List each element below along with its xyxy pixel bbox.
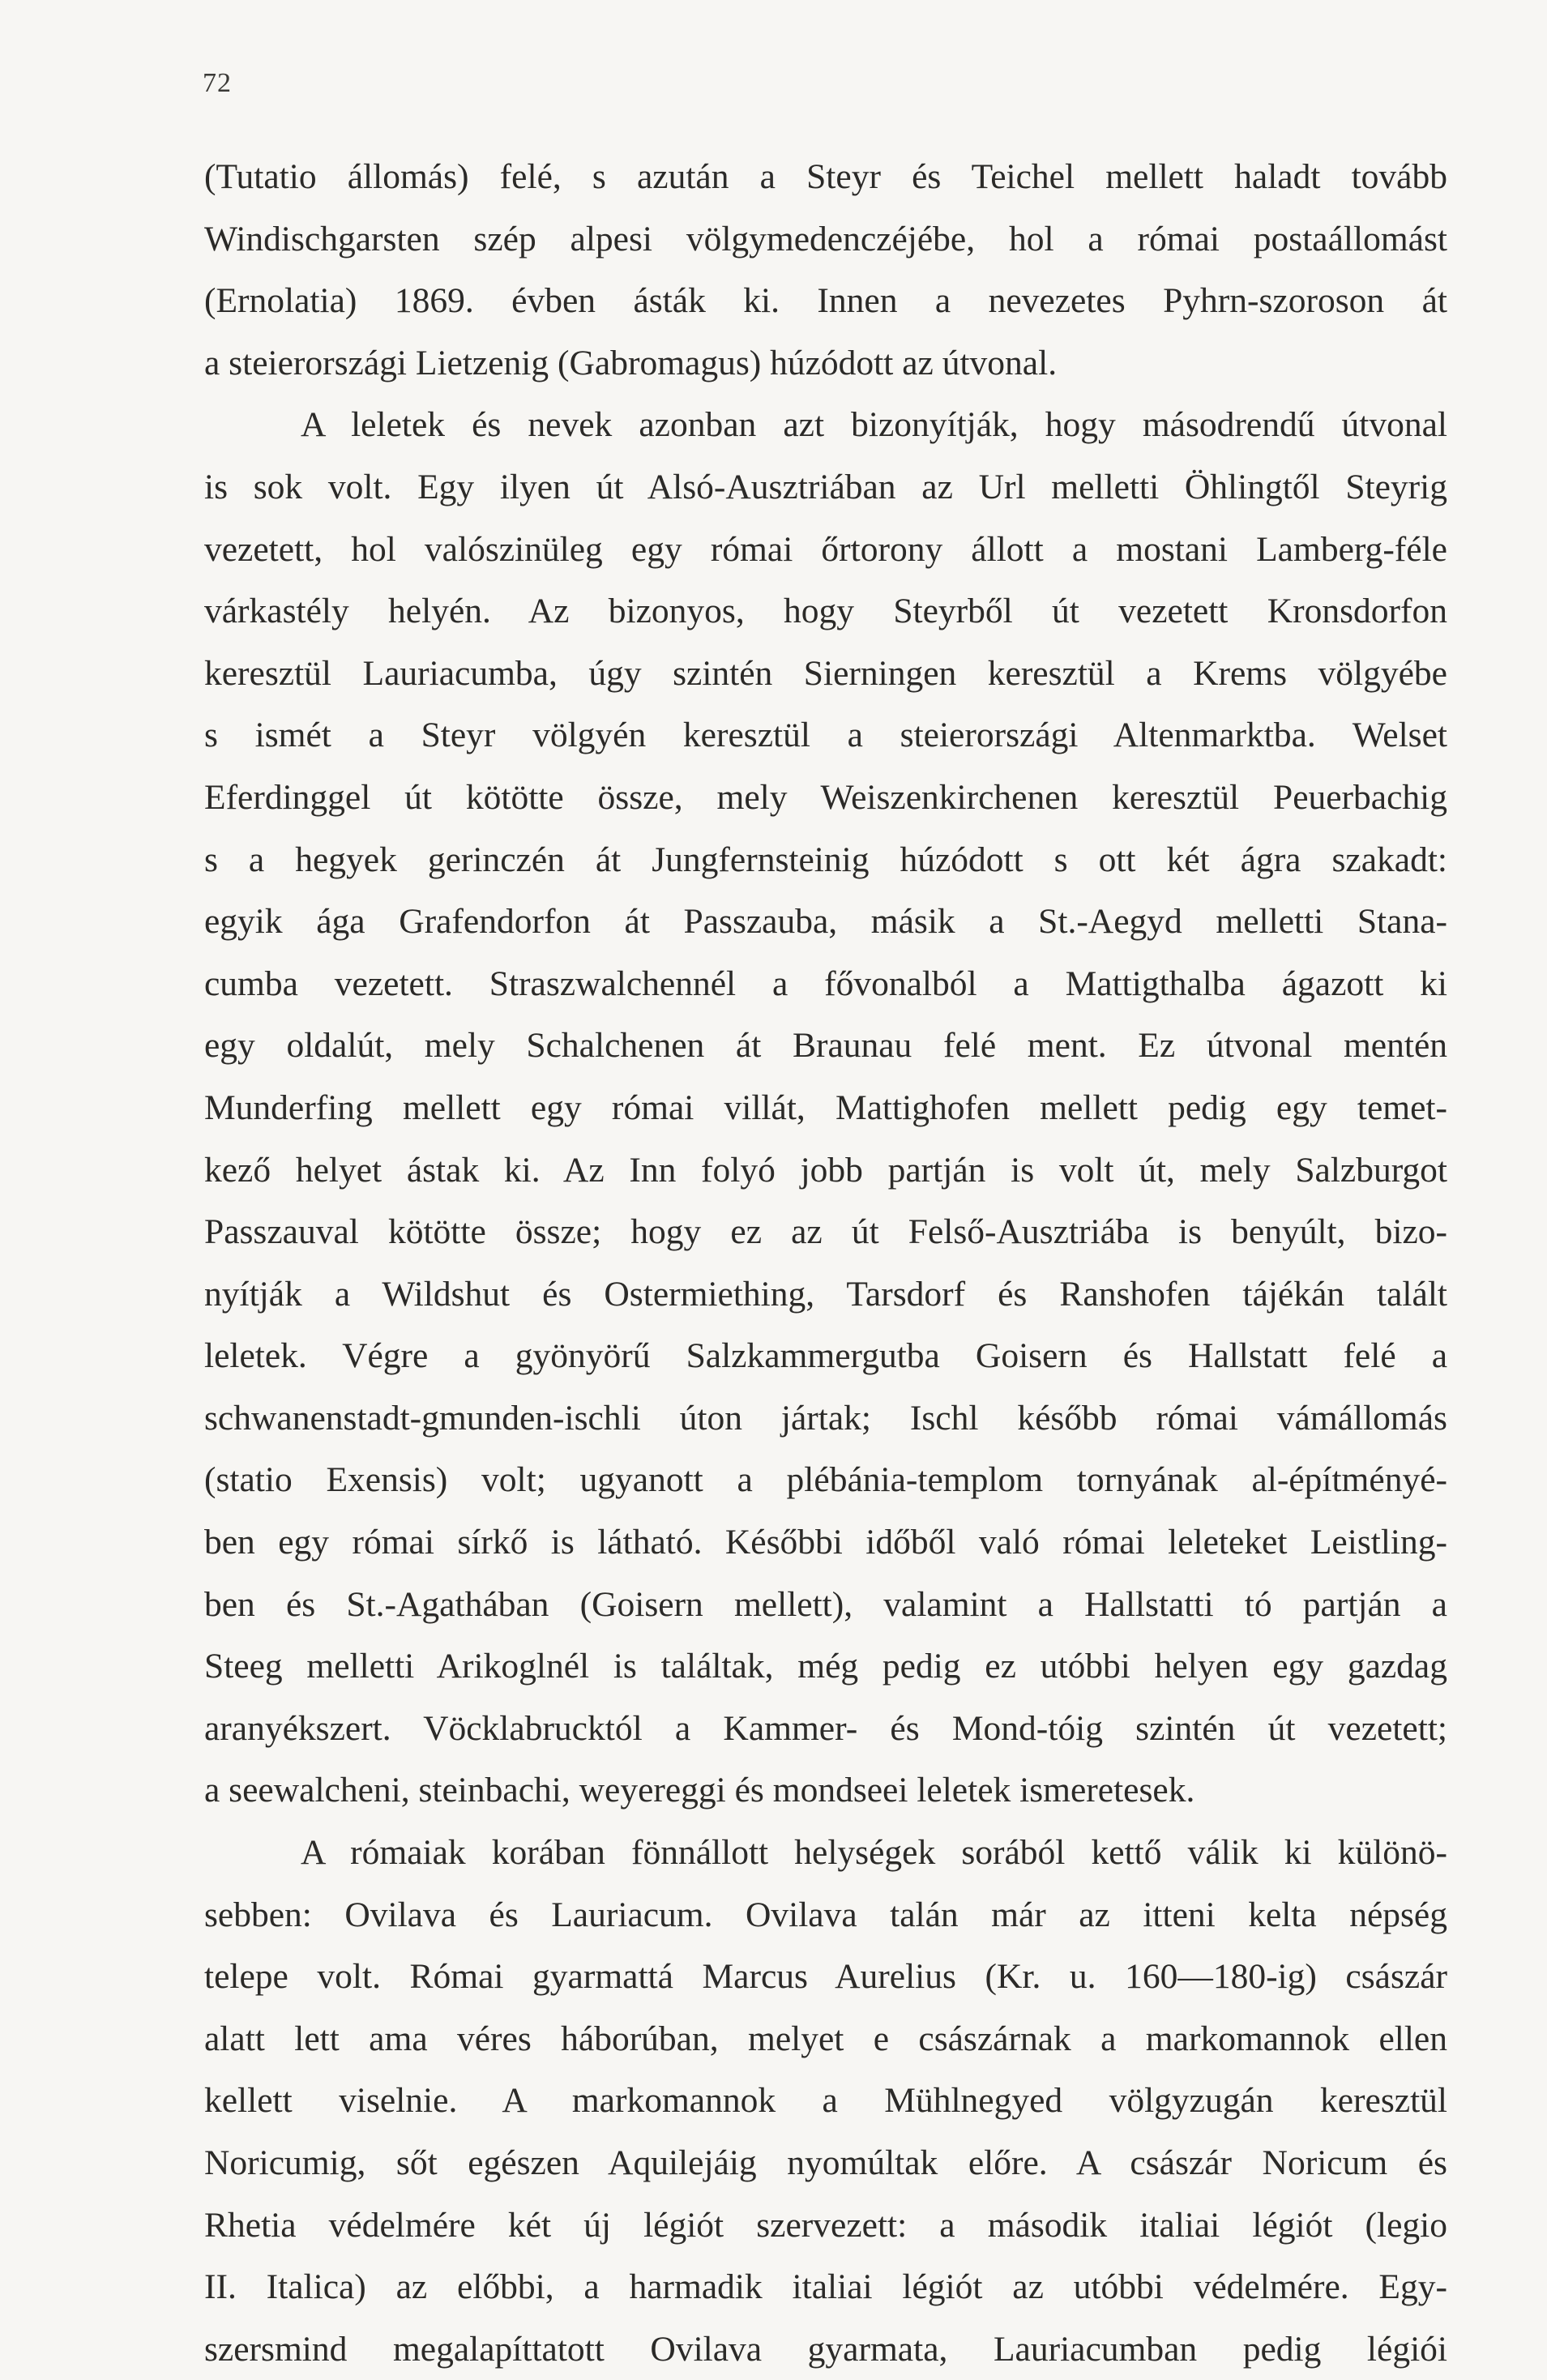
text-line: telepe volt. Római gyarmattá Marcus Aurelius (Kr. u. 160—180-ig) császár	[204, 1957, 1447, 1997]
text-line: egy oldalút, mely Schalchenen át Braunau felé ment. Ez útvonal mentén	[204, 1026, 1447, 1066]
text-line: Rhetia védelmére két új légiót szervezett: a második italiai légiót (legio	[204, 2205, 1447, 2245]
text-line: Steeg melletti Arikoglnél is találtak, még pedig ez utóbbi helyen egy gazdag	[204, 1647, 1447, 1686]
paragraph	[204, 394, 1447, 1822]
paragraph	[204, 146, 1447, 394]
text-line: kellett viselnie. A markomannok a Mühlnegyed völgyzugán keresztül	[204, 2081, 1447, 2121]
text-line: ben és St.-Agathában (Goisern mellett), valamint a Hallstatti tó partján a	[204, 1584, 1447, 1624]
text-line: a seewalcheni, steinbachi, weyereggi és mondseei leletek ismeretesek.	[204, 1771, 1195, 1810]
text-line: alatt lett ama véres háborúban, melyet e császárnak a markomannok ellen	[204, 2019, 1447, 2058]
text-line: is sok volt. Egy ilyen út Alsó-Ausztriában az Url melletti Öhlingtől Steyrig	[204, 467, 1447, 506]
text-line: II. Italica) az előbbi, a harmadik italiai légiót az utóbbi védelmére. Egy-	[204, 2267, 1447, 2307]
text-line: Passzauval kötötte össze; hogy ez az út Felső-Ausztriába is benyúlt, bizo-	[204, 1212, 1447, 1252]
text-line: aranyékszert. Vöcklabrucktól a Kammer- és Mond-tóig szintén út vezetett;	[204, 1708, 1447, 1748]
paragraph	[204, 1822, 1447, 2380]
text-line: a steierországi Lietzenig (Gabromagus) húzódott az útvonal.	[204, 343, 1058, 382]
text-line: szersmind megalapíttatott Ovilava gyarmata, Lauriacumban pedig légiói	[204, 2329, 1447, 2369]
text-line: várkastély helyén. Az bizonyos, hogy Steyrből út vezetett Kronsdorfon	[204, 592, 1447, 631]
text-line: schwanenstadt-gmunden-ischli úton jártak; Ischl később római vámállomás	[204, 1398, 1447, 1438]
text-line: sebben: Ovilava és Lauriacum. Ovilava talán már az itteni kelta népség	[204, 1895, 1447, 1934]
text-line: (statio Exensis) volt; ugyanott a plébánia-templom tornyának al-építményé-	[204, 1460, 1447, 1500]
text-line: vezetett, hol valószinüleg egy római őrtorony állott a mostani Lamberg-féle	[204, 529, 1447, 569]
text-line: s ismét a Steyr völgyén keresztül a steierországi Altenmarktba. Welset	[204, 716, 1447, 755]
page-number: 72	[203, 68, 232, 98]
text-line: keresztül Lauriacumba, úgy szintén Sierningen keresztül a Krems völgyébe	[204, 653, 1447, 693]
text-line: cumba vezetett. Straszwalchennél a fővonalból a Mattigthalba ágazott ki	[204, 964, 1447, 1003]
body-text	[204, 146, 1447, 2380]
text-line: Eferdinggel út kötötte össze, mely Weiszenkirchenen keresztül Peuerbachig	[204, 777, 1447, 817]
text-line: egyik ága Grafendorfon át Passzauba, másik a St.-Aegyd melletti Stana-	[204, 902, 1447, 942]
text-line: s a hegyek gerinczén át Jungfernsteinig húzódott s ott két ágra szakadt:	[204, 840, 1447, 879]
text-line: kező helyet ástak ki. Az Inn folyó jobb partján is volt út, mely Salzburgot	[204, 1150, 1447, 1190]
text-line: (Tutatio állomás) felé, s azután a Steyr és Teichel mellett haladt tovább	[204, 157, 1447, 196]
text-line: nyítják a Wildshut és Ostermiething, Tarsdorf és Ranshofen tájékán talált	[204, 1274, 1447, 1314]
text-line: leletek. Végre a gyönyörű Salzkammergutba Goisern és Hallstatt felé a	[204, 1336, 1447, 1376]
text-line: Noricumig, sőt egészen Aquilejáig nyomúltak előre. A császár Noricum és	[204, 2143, 1447, 2182]
text-line: A leletek és nevek azonban azt bizonyítják, hogy másodrendű útvonal	[301, 405, 1447, 445]
text-line: Munderfing mellett egy római villát, Mattighofen mellett pedig egy temet-	[204, 1087, 1447, 1127]
text-line: (Ernolatia) 1869. évben ásták ki. Innen a nevezetes Pyhrn-szoroson át	[204, 281, 1447, 321]
text-line: ben egy római sírkő is látható. Későbbi időből való római leleteket Leistling-	[204, 1523, 1447, 1562]
text-line: Windischgarsten szép alpesi völgymedenczéjébe, hol a római postaállomást	[204, 219, 1447, 259]
text-line: A rómaiak korában fönnállott helységek sorából kettő válik ki különö-	[301, 1833, 1447, 1873]
